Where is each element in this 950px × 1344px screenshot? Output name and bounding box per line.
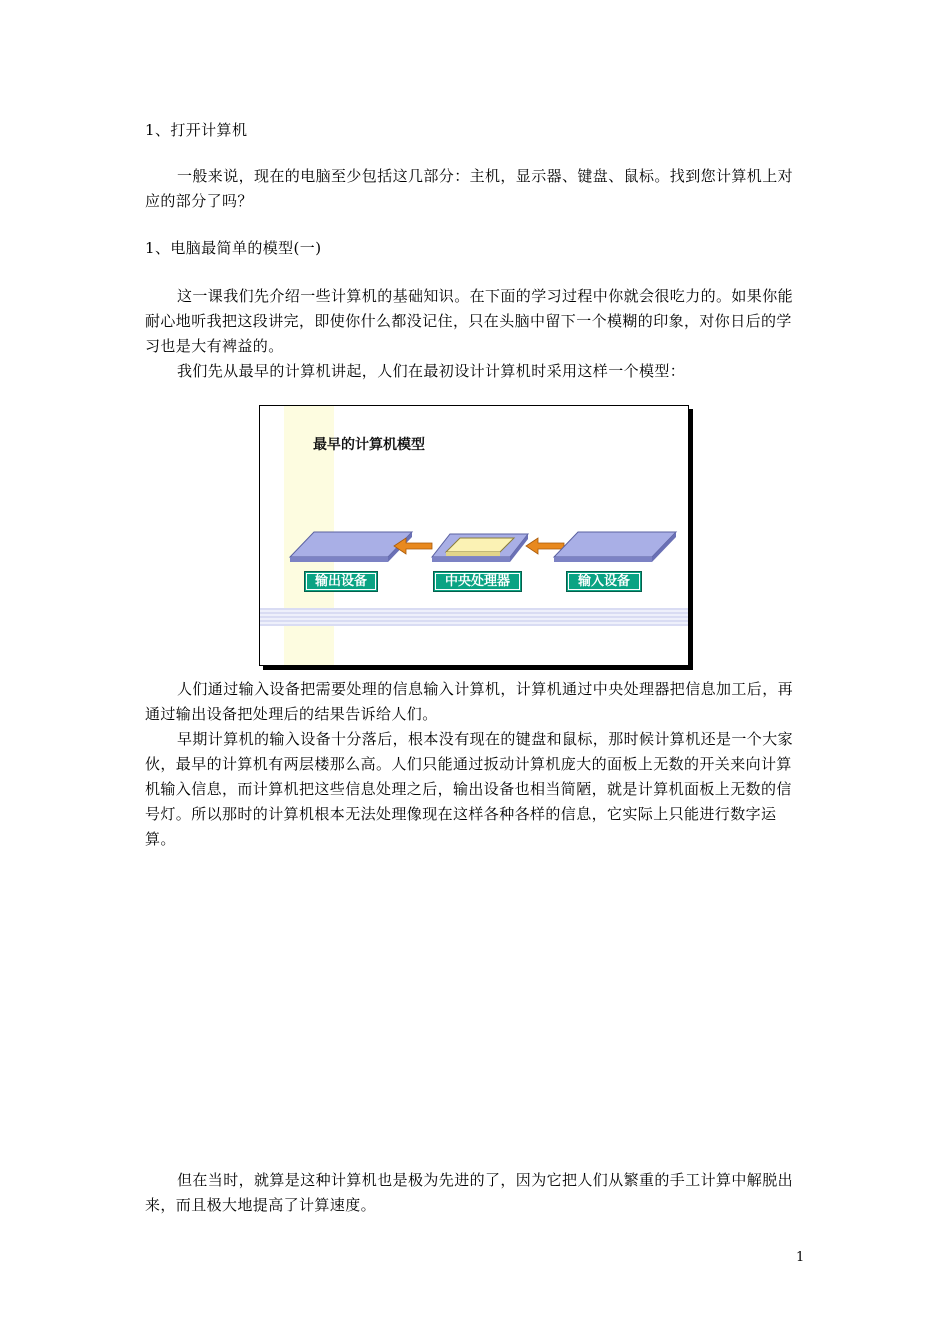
paragraph-group-basics — [145, 284, 807, 384]
paragraph-model-intro: 我们先从最早的计算机讲起，人们在最初设计计算机时采用这样一个模型： — [177, 362, 686, 380]
paragraph-conclusion — [145, 1168, 807, 1218]
computer-model-figure — [259, 405, 689, 666]
paragraph-early-devices: 早期计算机的输入设备十分落后，根本没有现在的键盘和鼠标，那时候计算机还是一个大家伙，最早的计算机有两层楼那么高。人们只能通过扳动计算机庞大的面板上无数的开关来向计算机输入信息，而计算机把这些信息处理之后，输出设备也相当简陋，就是计算机面板上无数的信号灯。所以那时的计算机根本无法处理像现在这样各种各样的信息，它实际上只能进行数字运算。 — [145, 730, 794, 848]
input-device-plate — [554, 532, 676, 562]
figure-diagram — [260, 406, 688, 665]
section-heading-simple-model — [145, 236, 807, 261]
paragraph-flow: 人们通过输入设备把需要处理的信息输入计算机，计算机通过中央处理器把信息加工后，再通过输出设备把处理后的结果告诉给人们。 — [145, 680, 794, 723]
paragraph-intro — [145, 164, 807, 214]
arrow-input-to-cpu — [526, 538, 564, 554]
page-number: 1 — [796, 1250, 805, 1265]
heading-text: 1、电脑最简单的模型(一) — [145, 239, 322, 257]
label-cpu: 中央处理器 — [433, 571, 522, 592]
paragraph-group-history — [145, 677, 807, 852]
label-output-device: 输出设备 — [304, 571, 378, 592]
heading-text: 1、打开计算机 — [145, 121, 248, 139]
paragraph-basics: 这一课我们先介绍一些计算机的基础知识。在下面的学习过程中你就会很吃力的。如果你能耐心地听我把这段讲完，即使你什么都没记住，只在头脑中留下一个模糊的印象，对你日后的学习也是大有裨益的。 — [145, 287, 794, 355]
paragraph-text: 一般来说，现在的电脑至少包括这几部分：主机，显示器、键盘、鼠标。找到您计算机上对应的部分了吗？ — [145, 167, 794, 210]
label-input-device: 输入设备 — [566, 571, 642, 592]
output-device-plate — [290, 532, 412, 562]
section-heading-open-computer — [145, 118, 807, 143]
paragraph-text: 但在当时，就算是这种计算机也是极为先进的了，因为它把人们从繁重的手工计算中解脱出来，而且极大地提高了计算速度。 — [145, 1171, 794, 1214]
figure-title: 最早的计算机模型 — [313, 437, 425, 453]
cpu-plate — [432, 534, 528, 562]
